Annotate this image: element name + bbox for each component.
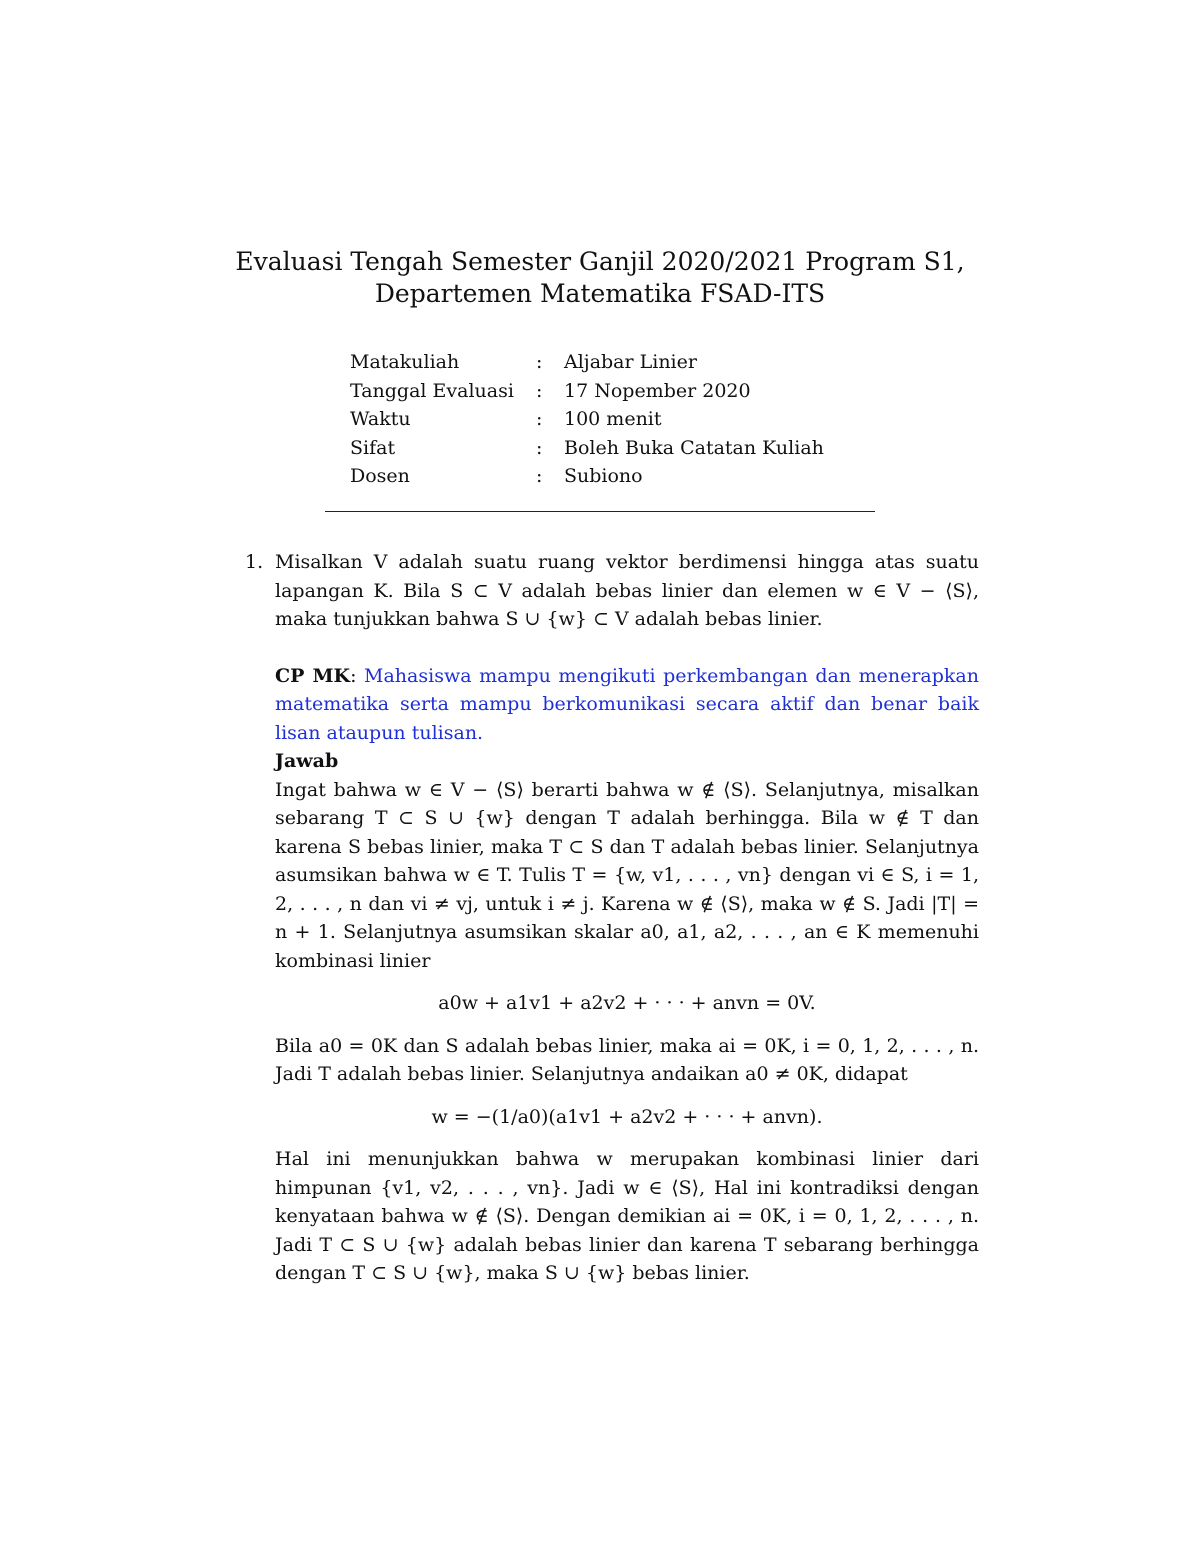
info-separator: : [536, 408, 543, 430]
horizontal-divider [325, 511, 875, 512]
answer-paragraph-3: Hal ini menunjukkan bahwa w merupakan kombinasi linier dari himpunan {v1, v2, . . . , vn}. Jadi w ∈ ⟨S⟩, Hal ini kontradiksi dengan kenyataan bahwa w ∉ ⟨S⟩. Dengan demikian ai = 0K, i = 0, 1, 2, . . . , n. Jadi T ⊂ S ∪ {w} adalah bebas linier dan karena T sebarang berhingga dengan T ⊂ S ∪ {w}, maka S ∪ {w} bebas linier. [275, 1148, 979, 1284]
info-separator: : [536, 379, 543, 402]
info-row [350, 462, 824, 491]
equation-linear-combination: a0w + a1v1 + a2v2 + · · · + anvn = 0V. [438, 992, 816, 1014]
info-value: Aljabar Linier [564, 351, 697, 373]
info-label: Matakuliah [350, 351, 460, 373]
exam-info-table [350, 348, 824, 491]
info-value: Subiono [564, 465, 643, 487]
document-title [0, 246, 1200, 310]
info-label: Dosen [350, 465, 410, 487]
question-number: 1. [245, 551, 264, 573]
info-label: Waktu [350, 408, 411, 430]
info-separator: : [536, 465, 543, 487]
info-value: 17 Nopember 2020 [564, 379, 751, 402]
info-row [350, 348, 824, 377]
info-separator: : [536, 351, 543, 373]
title-line-1: Evaluasi Tengah Semester Ganjil 2020/2021 Program S1, [235, 247, 965, 276]
answer-heading: Jawab [275, 750, 339, 772]
info-value: Boleh Buka Catatan Kuliah [564, 436, 824, 459]
equation-w-expression: w = −(1/a0)(a1v1 + a2v2 + · · · + anvn). [431, 1105, 823, 1128]
info-row [350, 377, 824, 406]
answer-paragraph-1: Ingat bahwa w ∈ V − ⟨S⟩ berarti bahwa w ∉ ⟨S⟩. Selanjutnya, misalkan sebarang T ⊂ S ∪ {w} dengan T adalah berhingga. Bila w ∉ T dan karena S bebas linier, maka T ⊂ S dan T adalah bebas linier. Selanjutnya asumsikan bahwa w ∈ T. Tulis T = {w, v1, . . . , vn} dengan vi ∈ S, i = 1, 2, . . . , n dan vi ≠ vj, untuk i ≠ j. Karena w ∉ ⟨S⟩, maka w ∉ S. Jadi |T| = n + 1. Selanjutnya asumsikan skalar a0, a1, a2, . . . , an ∈ K memenuhi kombinasi linier [275, 778, 979, 972]
cp-mk-text: Mahasiswa mampu mengikuti perkembangan dan menerapkan matematika serta mampu berkomunikasi secara aktif dan benar baik lisan ataupun tulisan. [275, 664, 979, 744]
question-text: Misalkan V adalah suatu ruang vektor berdimensi hingga atas suatu lapangan K. Bila S ⊂ V adalah bebas linier dan elemen w ∈ V − ⟨S⟩, maka tunjukkan bahwa S ∪ {w} ⊂ V adalah bebas linier. [275, 551, 979, 630]
question-block [245, 548, 979, 1288]
info-separator: : [536, 436, 543, 459]
answer-paragraph-2: Bila a0 = 0K dan S adalah bebas linier, maka ai = 0K, i = 0, 1, 2, . . . , n. Jadi T adalah bebas linier. Selanjutnya andaikan a0 ≠ 0K, didapat [275, 1034, 979, 1085]
cp-mk-label: CP MK [275, 664, 351, 687]
info-row [350, 405, 824, 434]
cp-mk-block: CP MK: Mahasiswa mampu mengikuti perkembangan dan menerapkan matematika serta mampu berkomunikasi secara aktif dan benar baik lisan ataupun tulisan. [275, 664, 979, 744]
info-value: 100 menit [564, 408, 662, 430]
info-label: Tanggal Evaluasi [350, 379, 514, 402]
info-row [350, 434, 824, 463]
title-line-2: Departemen Matematika FSAD-ITS [374, 279, 826, 308]
info-label: Sifat [350, 436, 396, 459]
